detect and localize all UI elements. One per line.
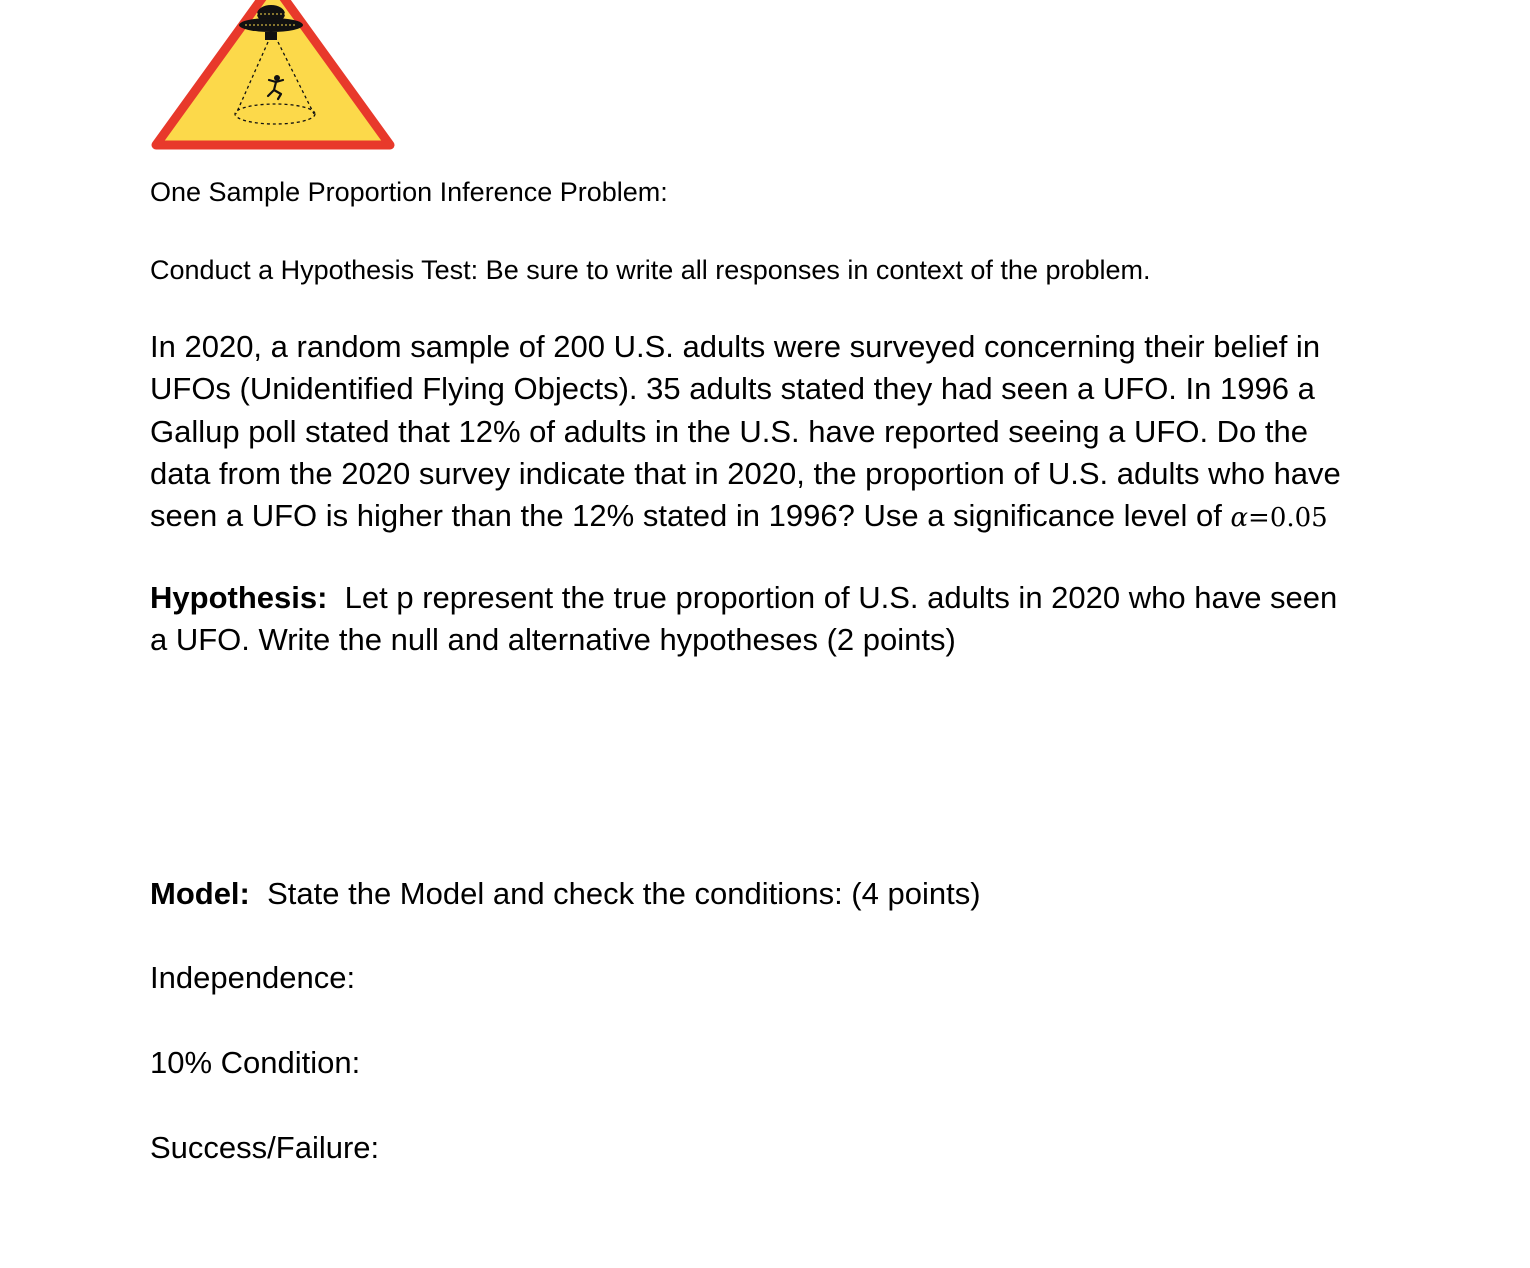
instruction-text: Conduct a Hypothesis Test: Be sure to write all responses in context of the problem. xyxy=(150,255,1151,285)
independence-label: Independence: xyxy=(150,960,356,995)
problem-line: UFOs (Unidentified Flying Objects). 35 adults stated they had seen a UFO. In 1996 a xyxy=(150,371,1315,407)
model-text: State the Model and check the conditions: (4 points) xyxy=(249,876,981,911)
problem-line-text: seen a UFO is higher than the 12% stated in 1996? Use a significance level of xyxy=(150,498,1231,534)
hypothesis-text: Let p represent the true proportion of U.S. adults in 2020 who have seen xyxy=(327,580,1338,615)
ufo-warning-sign-icon xyxy=(150,0,396,152)
ten-percent-label: 10% Condition: xyxy=(150,1045,361,1080)
alpha-symbol: α xyxy=(1230,503,1249,534)
model-section xyxy=(150,873,981,915)
problem-line xyxy=(150,495,1341,539)
problem-line: Gallup poll stated that 12% of adults in the U.S. have reported seeing a UFO. Do the xyxy=(150,413,1309,449)
alpha-value: =0.05 xyxy=(1248,503,1328,534)
page-title: One Sample Proportion Inference Problem: xyxy=(150,177,668,207)
hypothesis-line xyxy=(150,577,1337,619)
success-failure-label: Success/Failure: xyxy=(150,1130,380,1165)
model-label: Model: xyxy=(150,876,250,911)
hypothesis-section xyxy=(150,577,1337,662)
problem-line: data from the 2020 survey indicate that in 2020, the proportion of U.S. adults who have xyxy=(150,455,1341,491)
hypothesis-label: Hypothesis: xyxy=(150,580,328,615)
hypothesis-line: a UFO. Write the null and alternative hypotheses (2 points) xyxy=(150,622,956,658)
problem-paragraph xyxy=(150,326,1341,539)
problem-line: In 2020, a random sample of 200 U.S. adults were surveyed concerning their belief in xyxy=(150,329,1321,364)
